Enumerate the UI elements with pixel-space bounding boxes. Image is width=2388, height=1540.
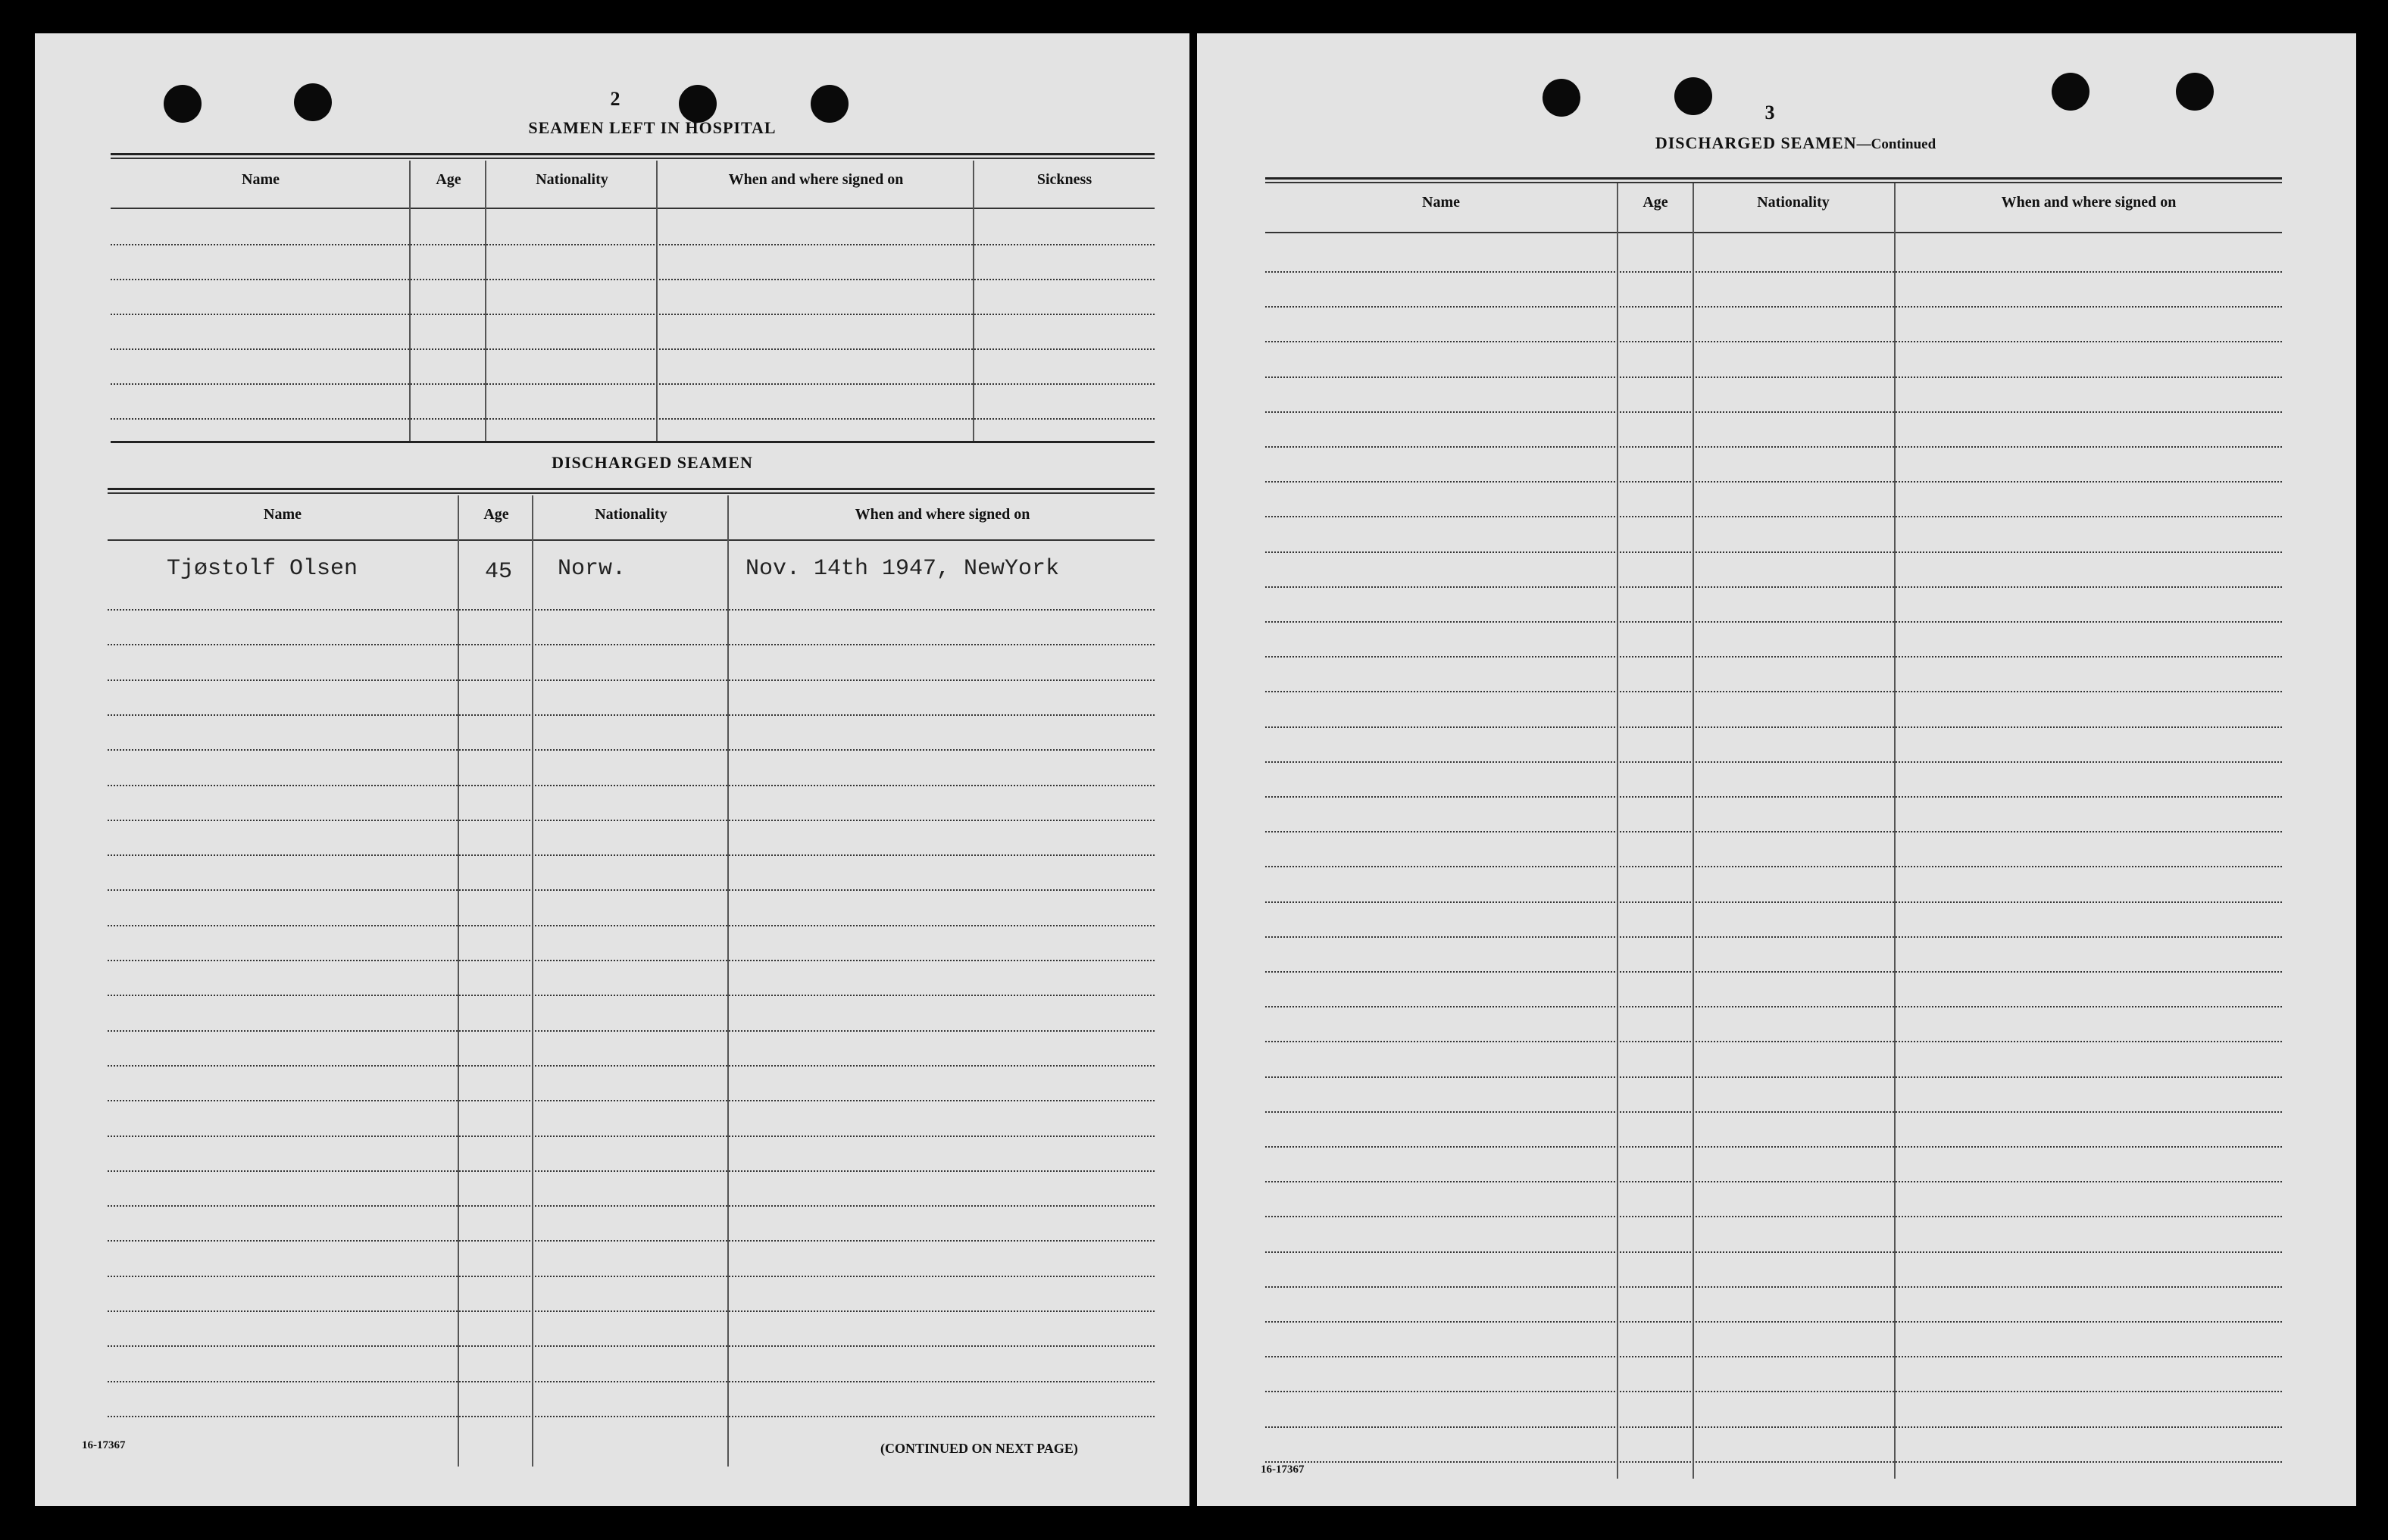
hospital-table-top-rule bbox=[111, 158, 1155, 159]
table-row-line bbox=[1265, 1181, 2282, 1182]
continued-note: (CONTINUED ON NEXT PAGE) bbox=[880, 1441, 1078, 1456]
table-row-line bbox=[1265, 831, 2282, 832]
table-row-line bbox=[108, 1345, 1155, 1347]
page-number: 3 bbox=[1764, 102, 1775, 123]
table-row-line bbox=[108, 749, 1155, 751]
column-header: Age bbox=[483, 506, 509, 523]
table-row-line bbox=[108, 820, 1155, 821]
table-row-line bbox=[111, 348, 1155, 350]
column-header: Nationality bbox=[536, 171, 608, 188]
table-row-line bbox=[1265, 971, 2282, 973]
punch-hole-icon bbox=[164, 85, 202, 123]
table-row-line bbox=[108, 1065, 1155, 1067]
table-row-line bbox=[1265, 1216, 2282, 1217]
table-row-line bbox=[1265, 271, 2282, 273]
table-row-line bbox=[108, 714, 1155, 716]
column-header: Age bbox=[436, 171, 461, 188]
column-header: Name bbox=[242, 171, 280, 188]
discharged-table-top-rule bbox=[108, 488, 1155, 490]
column-header: When and where signed on bbox=[2001, 194, 2177, 211]
right-page bbox=[1197, 33, 2356, 1506]
table-row-line bbox=[108, 1240, 1155, 1242]
table-row-line bbox=[108, 644, 1155, 645]
table-top-rule bbox=[1265, 177, 2282, 180]
table-row-line bbox=[1265, 411, 2282, 413]
table-row-line bbox=[108, 854, 1155, 856]
column-divider bbox=[973, 161, 974, 441]
punch-hole-icon bbox=[294, 83, 332, 121]
table-row-line bbox=[108, 1276, 1155, 1277]
punch-hole-icon bbox=[1543, 79, 1580, 117]
table-row-line bbox=[108, 785, 1155, 786]
form-number: 16-17367 bbox=[82, 1439, 126, 1451]
table-row-line bbox=[108, 1416, 1155, 1417]
hospital-section-title: SEAMEN LEFT IN HOSPITAL bbox=[528, 118, 777, 137]
table-row-line bbox=[1265, 1251, 2282, 1253]
table-row-line bbox=[1265, 376, 2282, 378]
table-row-line bbox=[108, 925, 1155, 926]
discharged-section-title: DISCHARGED SEAMEN bbox=[552, 453, 753, 472]
punch-hole-icon bbox=[2052, 73, 2090, 111]
table-row-line bbox=[1265, 796, 2282, 798]
table-row-line bbox=[1265, 691, 2282, 692]
hospital-header-rule bbox=[111, 208, 1155, 209]
column-divider bbox=[532, 495, 533, 1467]
left-page bbox=[35, 33, 1189, 1506]
table-row-line bbox=[1265, 1461, 2282, 1463]
table-row-line bbox=[111, 279, 1155, 280]
table-row-line bbox=[1265, 1286, 2282, 1288]
table-row-line bbox=[108, 960, 1155, 961]
punch-hole-icon bbox=[1674, 77, 1712, 115]
column-divider bbox=[1693, 183, 1694, 1479]
seaman-nationality-cell: Norw. bbox=[558, 556, 627, 582]
table-row-line bbox=[1265, 516, 2282, 517]
table-row-line bbox=[1265, 586, 2282, 588]
table-row-line bbox=[108, 1135, 1155, 1137]
table-row-line bbox=[1265, 446, 2282, 448]
table-row-line bbox=[1265, 1076, 2282, 1078]
table-row-line bbox=[111, 383, 1155, 385]
page-number: 2 bbox=[610, 88, 620, 110]
column-divider bbox=[1894, 183, 1896, 1479]
table-row-line bbox=[108, 1170, 1155, 1172]
seaman-age-cell: 45 bbox=[485, 559, 513, 585]
table-row-line bbox=[1265, 1426, 2282, 1428]
table-row-line bbox=[1265, 341, 2282, 342]
table-row-line bbox=[111, 244, 1155, 245]
punch-hole-icon bbox=[811, 85, 849, 123]
column-divider bbox=[485, 161, 486, 441]
column-header: Sickness bbox=[1036, 171, 1092, 188]
table-row-line bbox=[108, 1100, 1155, 1101]
discharged-header-rule bbox=[108, 539, 1155, 541]
column-header: Nationality bbox=[1757, 194, 1830, 211]
punch-hole-icon bbox=[679, 85, 717, 123]
table-row-line bbox=[1265, 621, 2282, 623]
table-row-line bbox=[108, 889, 1155, 891]
table-top-rule bbox=[1265, 182, 2282, 183]
table-row-line bbox=[108, 1310, 1155, 1312]
table-row-line bbox=[1265, 306, 2282, 308]
discharged-table-top-rule bbox=[108, 492, 1155, 494]
title-suffix: —Continued bbox=[1856, 136, 1936, 152]
title-text: DISCHARGED SEAMEN bbox=[1655, 133, 1857, 152]
table-row-line bbox=[1265, 1391, 2282, 1392]
table-row-line bbox=[111, 418, 1155, 420]
table-row-line bbox=[108, 1381, 1155, 1382]
table-row-line bbox=[108, 679, 1155, 681]
column-header: Name bbox=[264, 506, 302, 523]
column-divider bbox=[458, 495, 459, 1467]
table-row-line bbox=[1265, 1006, 2282, 1007]
column-header: Nationality bbox=[595, 506, 667, 523]
table-row-line bbox=[1265, 1356, 2282, 1357]
table-row-line bbox=[111, 314, 1155, 315]
seaman-signed-on-cell: Nov. 14th 1947, NewYork bbox=[745, 556, 1060, 582]
hospital-table-bottom-rule bbox=[111, 441, 1155, 443]
table-row-line bbox=[1265, 901, 2282, 903]
table-row-line bbox=[108, 609, 1155, 611]
table-row-line bbox=[1265, 551, 2282, 553]
header-rule bbox=[1265, 232, 2282, 233]
column-header: When and where signed on bbox=[855, 506, 1030, 523]
column-divider bbox=[656, 161, 658, 441]
table-row-line bbox=[108, 995, 1155, 996]
column-divider bbox=[409, 161, 411, 441]
table-row-line bbox=[1265, 936, 2282, 938]
table-row-line bbox=[1265, 1321, 2282, 1323]
table-row-line bbox=[1265, 481, 2282, 483]
table-row-line bbox=[1265, 1111, 2282, 1113]
column-header: Age bbox=[1643, 194, 1668, 211]
column-header: Name bbox=[1422, 194, 1460, 211]
hospital-table-top-rule bbox=[111, 153, 1155, 155]
form-number: 16-17367 bbox=[1261, 1463, 1305, 1476]
table-row-line bbox=[108, 1205, 1155, 1207]
column-divider bbox=[1617, 183, 1618, 1479]
table-row-line bbox=[108, 1030, 1155, 1032]
table-row-line bbox=[1265, 1041, 2282, 1042]
discharged-continued-title bbox=[1576, 133, 2015, 153]
table-row-line bbox=[1265, 761, 2282, 763]
table-row-line bbox=[1265, 726, 2282, 728]
column-divider bbox=[727, 495, 729, 1467]
table-row-line bbox=[1265, 656, 2282, 658]
table-row-line bbox=[1265, 1146, 2282, 1148]
punch-hole-icon bbox=[2176, 73, 2214, 111]
seaman-name-cell: Tjøstolf Olsen bbox=[167, 556, 358, 582]
column-header: When and where signed on bbox=[728, 171, 904, 188]
table-row-line bbox=[1265, 866, 2282, 867]
